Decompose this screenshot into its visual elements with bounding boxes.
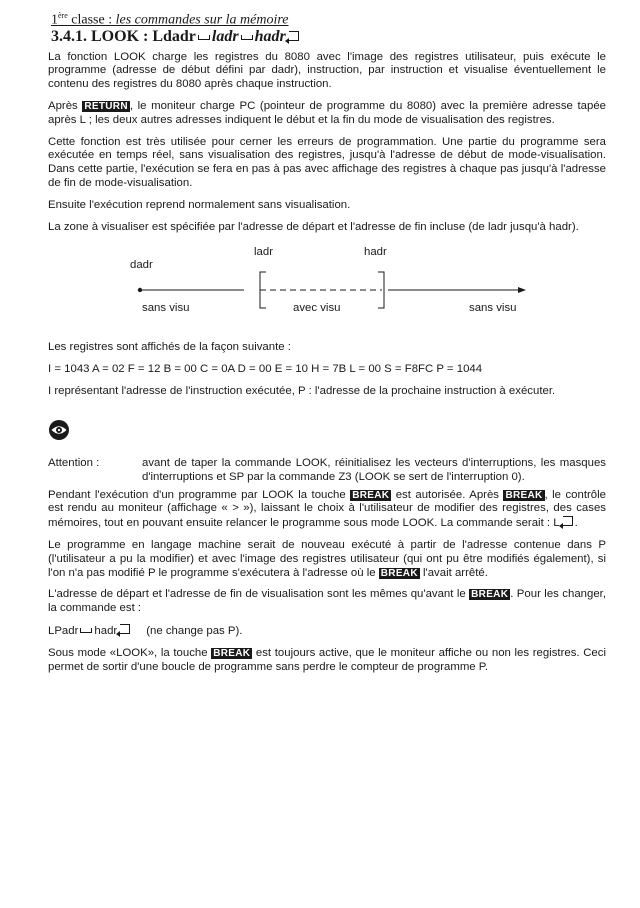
attention-block: [48, 457, 606, 485]
break-key-badge: BREAK: [352, 489, 390, 501]
paragraph-return: Après RETURN , le moniteur charge PC (pointeur de programme du 8080) avec la première adresse tapée après L ; les deux autres adresses indiquent le début et la fin du mode de visualisation des registres.: [48, 100, 606, 126]
label-sans-visu-right: sans visu: [469, 302, 517, 315]
space-key-icon: [80, 628, 92, 633]
paragraph-reexecute: Le programme en langage machine serait de nouveau exécuté à partir de l'adresse contenue dans P (l'utilisateur a pu la modifier) et avec l'image des registres utilisateur (qui ont pu être modifiés également), si l'on n'a pas modifié P le programme s'exécutera à l'adresse où le BREAK l'avait arrêté.: [48, 539, 606, 579]
space-key-icon: [198, 35, 210, 40]
section-heading: 3.4.1. LOOK : Ldadr ladr hadr: [51, 28, 606, 46]
address-diagram: [48, 242, 606, 337]
paragraph-lpadr: LPadr hadr (ne change pas P).: [48, 624, 243, 637]
eye-icon: [48, 419, 70, 441]
label-dadr: dadr: [130, 259, 153, 272]
document-page: [48, 8, 606, 682]
enter-key-icon: [289, 31, 299, 41]
label-ladr: ladr: [254, 246, 273, 259]
register-readout: I = 1043 A = 02 F = 12 B = 00 C = 0A D = 00 E = 10 H = 7B L = 00 S = F8FC P = 1044: [48, 363, 483, 376]
paragraph-resume: Ensuite l'exécution reprend normalement sans visualisation.: [48, 198, 351, 211]
paragraph-addresses: L'adresse de départ et l'adresse de fin de visualisation sont les mêmes qu'avant le BREAK . Pour les changer, la commande est :: [48, 588, 606, 615]
paragraph-break: Pendant l'exécution d'un programme par LOOK la touche BREAK est autorisée. Après BREAK , le contrôle est rendu au moniteur (affichage « > »), laissant le choix à l'utilisateur de modifier des registres, des cases mémoires, tout en pouvant ensuite relancer le programme sous mode LOOK. La commande serait : L .: [48, 488, 606, 530]
break-key-badge: BREAK: [505, 489, 543, 501]
arrow-right-icon: [518, 287, 526, 293]
paragraph-zone: La zone à visualiser est spécifiée par l'adresse de départ et l'adresse de fin incluse (de ladr jusqu'à hadr).: [48, 220, 579, 233]
label-sans-visu-left: sans visu: [142, 302, 190, 315]
paragraph-look-mode: Sous mode «LOOK», la touche BREAK est toujours active, que le moniteur affiche ou non les registres. Ceci permet de sortir d'une boucle de programme sans perdre le compteur de programme P.: [48, 646, 606, 673]
paragraph-register-meaning: I représentant l'adresse de l'instruction exécutée, P : l'adresse de la prochaine instruction à exécuter.: [48, 385, 556, 398]
space-key-icon: [241, 35, 253, 40]
paragraph-look-function: La fonction LOOK charge les registres du 8080 avec l'image des registres utilisateur, puis exécute le programme (adresse de début défini par dadr), instruction, par instruction et visualise éventuellement le contenu des registres du 8080 après chaque instruction.: [48, 50, 606, 91]
paragraph-register-display: Les registres sont affichés de la façon suivante :: [48, 341, 291, 354]
return-key-badge: RETURN: [84, 101, 128, 113]
paragraph-usage: Cette fonction est très utilisée pour cerner les erreurs de programmation. Une partie du programme sera exécutée en temps réel, sans visualisation des registres, jusqu'à l'adresse de début de mode-visualisation. Dans cette partie, l'exécution se fera en pas à pas avec affichage des registres à chaque pas jusqu'à l'adresse de fin de mode-visualisation.: [48, 135, 606, 190]
attention-text: avant de taper la commande LOOK, réinitialisez les vecteurs d'interruptions, les masques d'interruptions et SP par la commande Z3 (LOOK se sert de l'interruption 0).: [142, 457, 606, 483]
break-key-badge: BREAK: [213, 647, 251, 659]
label-avec-visu: avec visu: [293, 302, 341, 315]
start-dot-icon: [138, 288, 142, 292]
break-key-badge: BREAK: [380, 567, 418, 579]
enter-key-icon: [120, 624, 130, 634]
label-hadr: hadr: [364, 246, 387, 259]
class-heading: 1ère classe : les commandes sur la mémoire: [51, 11, 289, 28]
break-key-badge: BREAK: [471, 589, 509, 601]
diagram-lines: [48, 242, 606, 337]
attention-label: Attention :: [48, 457, 100, 470]
enter-key-icon: [563, 516, 573, 526]
